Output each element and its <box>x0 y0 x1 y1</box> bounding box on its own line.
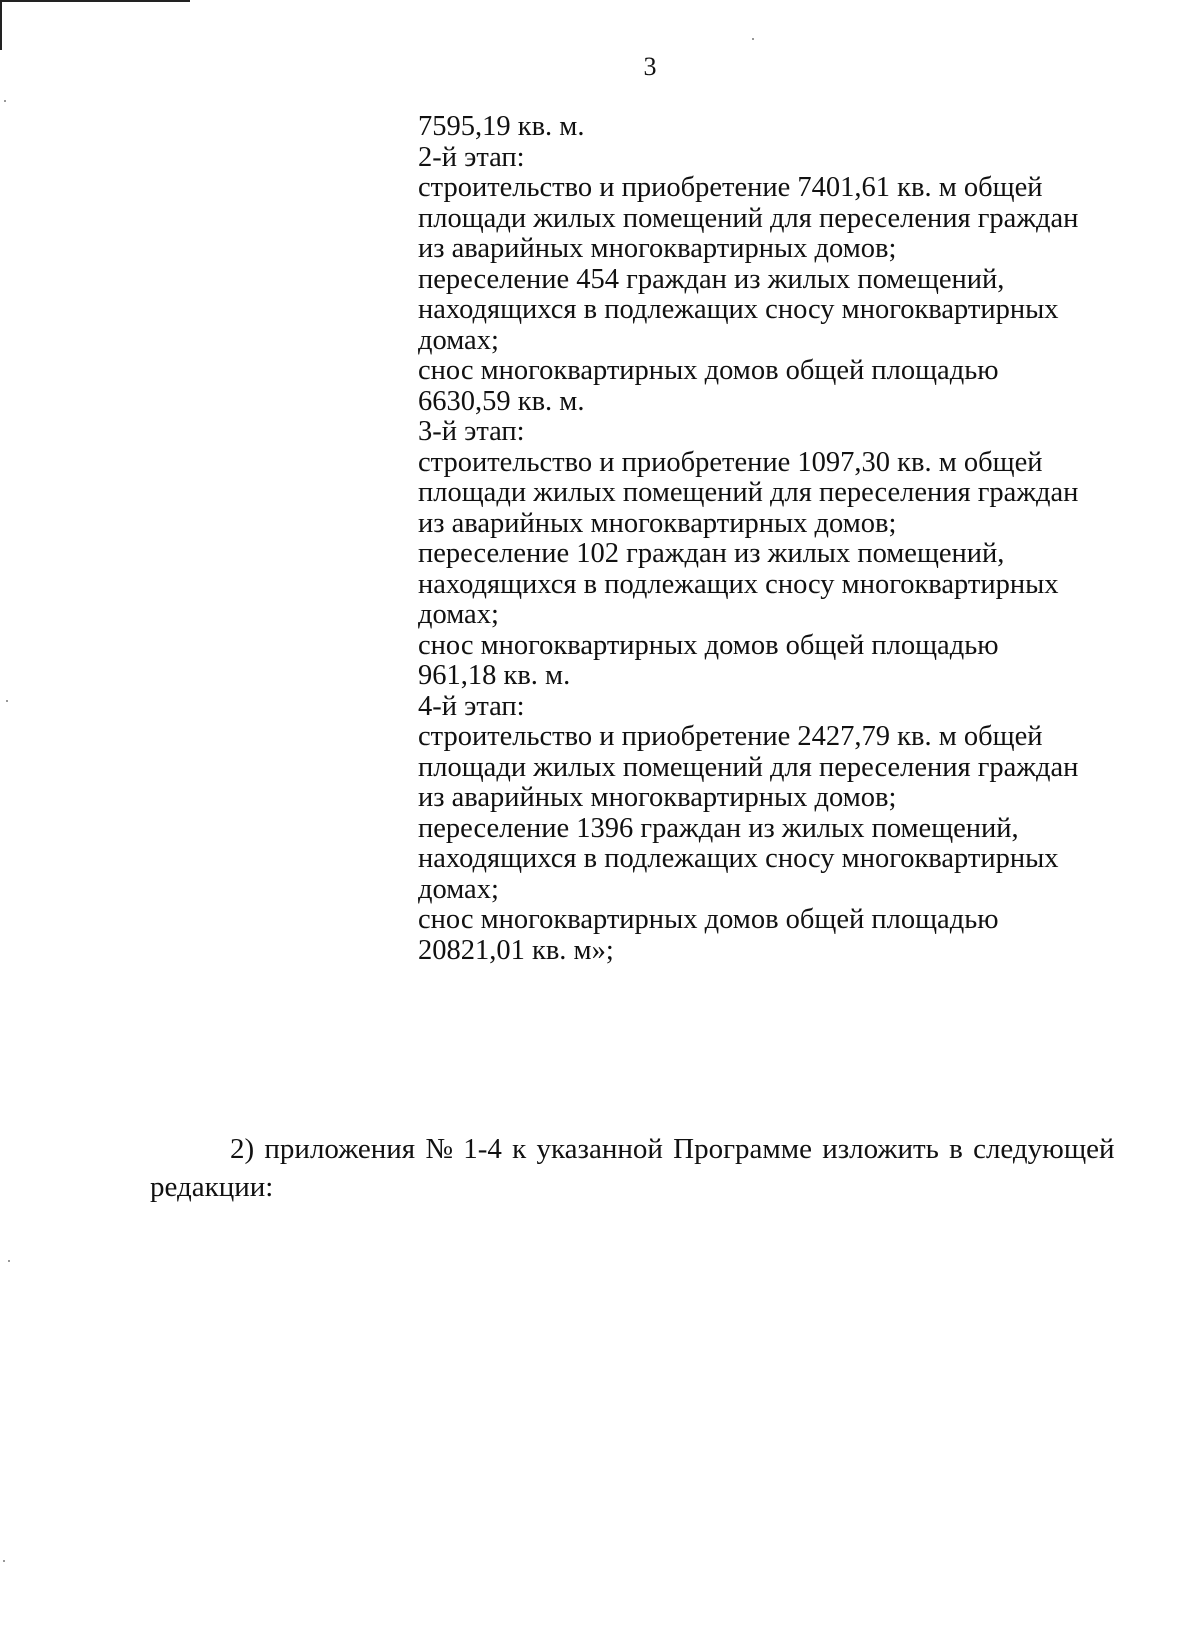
text-line: домах; <box>418 324 499 356</box>
text-line: находящихся в подлежащих сносу многоквартирных <box>418 843 1059 874</box>
text-line: строительство и приобретение 7401,61 кв. м общей <box>418 172 1043 203</box>
text-line: из аварийных многоквартирных домов; <box>418 507 897 539</box>
stage-heading: 2-й этап: <box>418 141 525 173</box>
paragraph-line: редакции: <box>150 1171 274 1203</box>
text-line: площади жилых помещений для переселения граждан <box>418 751 1079 783</box>
scan-speck <box>6 700 8 702</box>
text-line: домах; <box>418 599 499 630</box>
appendix-paragraph <box>150 1130 1160 1206</box>
text-line: снос многоквартирных домов общей площадью <box>418 355 999 386</box>
text-line: площади жилых помещений для переселения граждан <box>418 477 1079 508</box>
text-line: 6630,59 кв. м. <box>418 385 585 417</box>
text-line: переселение 102 граждан из жилых помещений, <box>418 538 1005 569</box>
text-line: площади жилых помещений для переселения граждан <box>418 202 1079 234</box>
scan-edge-left <box>0 0 2 50</box>
text-line: находящихся в подлежащих сносу многоквартирных <box>418 294 1059 325</box>
text-line: 20821,01 кв. м»; <box>418 934 614 966</box>
text-line: домах; <box>418 873 499 905</box>
text-line: снос многоквартирных домов общей площадью <box>418 629 999 661</box>
text-line: 7595,19 кв. м. <box>418 111 585 142</box>
text-line: из аварийных многоквартирных домов; <box>418 782 897 813</box>
stage-heading: 4-й этап: <box>418 690 525 722</box>
text-line: снос многоквартирных домов общей площадью <box>418 904 999 935</box>
scan-edge-top <box>0 0 190 2</box>
paragraph-line: 2) приложения № 1-4 к указанной Программе изложить в следующей <box>230 1133 1115 1165</box>
page-number: 3 <box>643 52 657 81</box>
scan-speck <box>4 100 6 102</box>
scan-speck <box>3 1560 5 1562</box>
text-line: 961,18 кв. м. <box>418 660 571 691</box>
text-line: находящихся в подлежащих сносу многоквартирных <box>418 568 1059 600</box>
scan-speck <box>8 1260 10 1262</box>
scan-speck <box>752 38 754 40</box>
text-line: строительство и приобретение 2427,79 кв. м общей <box>418 721 1043 752</box>
program-text-block <box>418 112 1178 966</box>
text-line: строительство и приобретение 1097,30 кв. м общей <box>418 446 1043 478</box>
text-line: переселение 454 граждан из жилых помещений, <box>418 263 1005 295</box>
stage-heading: 3-й этап: <box>418 416 525 447</box>
text-line: переселение 1396 граждан из жилых помещений, <box>418 812 1019 844</box>
text-line: из аварийных многоквартирных домов; <box>418 233 897 264</box>
